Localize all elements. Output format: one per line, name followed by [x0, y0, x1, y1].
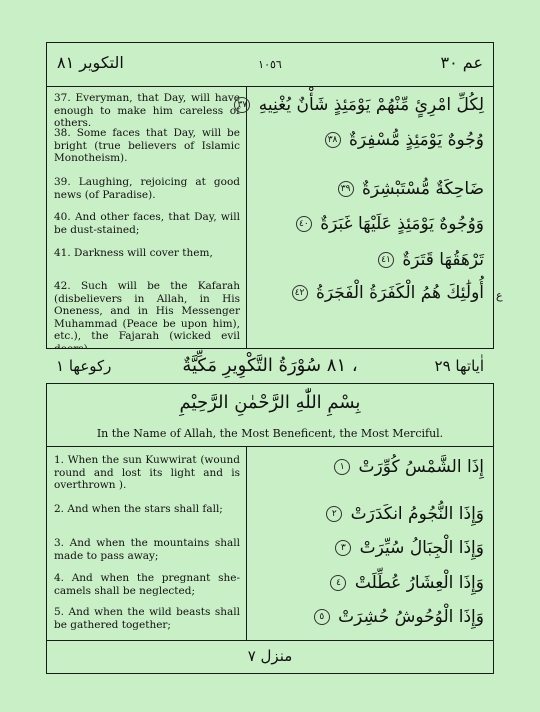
ayah-translation: 41. Darkness will cover them,: [54, 247, 213, 259]
juz-label: عم ٣٠: [440, 53, 483, 72]
page-header: [47, 43, 493, 87]
ruku-count: ركوعها ١: [56, 357, 112, 375]
column-divider-bottom: [246, 447, 247, 640]
ayah-translation: 3. And when the mountains shall made to pass away;: [54, 537, 240, 562]
ayah-translation: 37. Everyman, that Day, will have enough to make him careless of others.: [54, 92, 240, 129]
ayah-number-marker: ١: [334, 459, 350, 475]
ayah-arabic-text: ضَاحِكَةٌ مُّسْتَبْشِرَةٌ: [361, 179, 484, 199]
bismillah-divider: [46, 446, 494, 447]
ayat-count: اٰياتها ٢٩: [434, 357, 484, 375]
ayah-translation: 4. And when the pregnant she-camels shall be neglected;: [54, 572, 240, 597]
ruku-mark: ع: [496, 289, 503, 302]
ayah-arabic: [237, 94, 484, 116]
ayah-translation: 38. Some faces that Day, will be bright (true believers of Islamic Monotheism).: [54, 127, 240, 164]
ayah-arabic: [252, 249, 484, 271]
ayah-arabic-text: وَإِذَا الْوُحُوشُ حُشِرَتْ: [338, 607, 484, 627]
ayah-translation: 2. And when the stars shall fall;: [54, 503, 223, 515]
ayah-number-marker: ٤٢: [292, 285, 308, 301]
manzil-footer: منزل ٧: [46, 640, 494, 674]
ayah-number-marker: ٥: [314, 609, 330, 625]
ayah-arabic-text: وَإِذَا الْجِبَالُ سُيِّرَتْ: [359, 538, 484, 558]
ayah-arabic-text: وُجُوهٌ يَوْمَئِذٍ مُّسْفِرَةٌ: [348, 130, 484, 150]
ayah-translation: 39. Laughing, rejoicing at good news (of Paradise).: [54, 176, 240, 201]
surah-name: ٨١ سُوْرَةُ التَّكْوِيرِ مَكِّيَّةٌ ،: [182, 355, 358, 376]
page-number: ١٠٥٦: [258, 58, 282, 71]
ayah-number-marker: ٤٠: [296, 216, 312, 232]
ayah-arabic: [252, 282, 484, 304]
surah-reference: التكوير ٨١: [57, 53, 124, 72]
ayah-number-marker: ٤١: [378, 252, 394, 268]
ayah-translation: 1. When the sun Kuwwirat (wound round and lost its light and is overthrown ).: [54, 454, 240, 491]
ayah-arabic: [252, 129, 484, 151]
ayah-number-marker: ٣٧: [234, 97, 250, 113]
surah-title-bar: [46, 348, 494, 384]
ayah-number-marker: ٣: [335, 540, 351, 556]
ayah-arabic-text: أُولَٰئِكَ هُمُ الْكَفَرَةُ الْفَجَرَةُ: [316, 283, 484, 303]
ayah-arabic: [252, 456, 484, 478]
bismillah-arabic: بِسْمِ اللّٰهِ الرَّحْمٰنِ الرَّحِيْمِ: [179, 392, 361, 413]
ayah-arabic: [252, 606, 484, 628]
ayah-arabic: [252, 213, 484, 235]
ayah-translation: 5. And when the wild beasts shall be gathered together;: [54, 606, 240, 631]
ayah-arabic-text: لِكُلِّ امْرِئٍ مِّنْهُمْ يَوْمَئِذٍ شَأْنٌ يُغْنِيهِ: [258, 95, 484, 115]
ayah-translation: 40. And other faces, that Day, will be dust-stained;: [54, 211, 240, 236]
ayah-arabic: [252, 572, 484, 594]
ayah-arabic: [252, 537, 484, 559]
bismillah-translation: In the Name of Allah, the Most Beneficent, the Most Merciful.: [96, 427, 444, 440]
ayah-number-marker: ٤: [330, 575, 346, 591]
ayah-arabic-text: وَإِذَا الْعِشَارُ عُطِّلَتْ: [354, 573, 484, 593]
ayah-number-marker: ٣٩: [338, 181, 354, 197]
ayah-number-marker: ٢: [326, 506, 342, 522]
column-divider-top: [246, 86, 247, 348]
ayah-arabic-text: إِذَا الشَّمْسُ كُوِّرَتْ: [358, 457, 484, 477]
ayah-arabic-text: وَوُجُوهٌ يَوْمَئِذٍ عَلَيْهَا غَبَرَةٌ: [320, 214, 484, 234]
ayah-arabic: [252, 503, 484, 525]
ayah-number-marker: ٣٨: [325, 132, 341, 148]
ayah-arabic-text: وَإِذَا النُّجُومُ انكَدَرَتْ: [350, 504, 484, 524]
ayah-translation: 42. Such will be the Kafarah (disbelievers in Allah, in His Oneness, and in His Messenger Muhammad (Peace be upon him), etc.), the Fajarah (wicked evil: [54, 280, 240, 342]
ayah-arabic-text: تَرْهَقُهَا قَتَرَةٌ: [402, 250, 484, 270]
ayah-arabic: [252, 178, 484, 200]
